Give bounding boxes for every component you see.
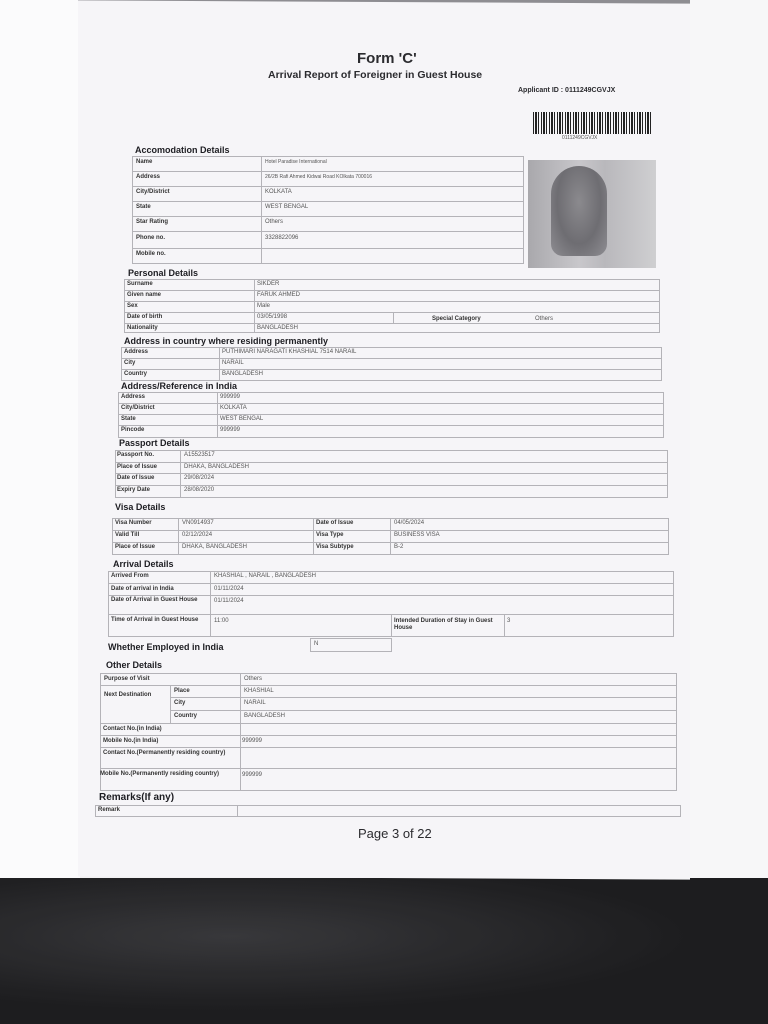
barcode-text: 0111249CGVJX: [562, 135, 598, 141]
visa-type-value: BUSINESS VISA: [394, 532, 440, 538]
place-value: KHASHIAL: [244, 688, 274, 694]
acc-address-label: Address: [136, 174, 161, 180]
background-left: [0, 0, 80, 880]
sex-label: Sex: [127, 303, 138, 309]
next-destination-label: Next Destination: [104, 692, 152, 698]
india-city-label: City/District: [121, 405, 155, 411]
perm-city-value: NARAIL: [222, 360, 244, 366]
visa-valid-label: Valid Till: [115, 532, 140, 538]
employment-label: Whether Employed in India: [108, 642, 224, 652]
given-name-label: Given name: [127, 292, 162, 298]
acc-name-label: Name: [136, 159, 153, 165]
city-value: NARAIL: [244, 700, 266, 706]
perm-country-value: BANGLADESH: [222, 371, 264, 377]
passport-issue-value: 29/08/2024: [184, 475, 215, 481]
barcode: [533, 112, 653, 134]
acc-star-value: Others: [265, 219, 284, 225]
visa-number-value: VN0914937: [182, 520, 214, 526]
applicant-face: [551, 166, 607, 256]
remarks-heading: Remarks(If any): [99, 792, 175, 803]
mobile-perm-value: 999999: [242, 772, 263, 778]
dob-value: 03/05/1998: [257, 314, 288, 320]
acc-state-value: WEST BENGAL: [265, 204, 309, 210]
arrived-from-value: KHASHIAL , NARAIL , BANGLADESH: [214, 573, 316, 579]
employment-box: [310, 638, 392, 652]
visa-valid-value: 02/12/2024: [182, 532, 213, 538]
acc-name-value: Hotel Paradise International: [265, 159, 327, 165]
visa-place-label: Place of Issue: [115, 544, 156, 550]
table-surface: [0, 878, 768, 1024]
acc-phone-label: Phone no.: [136, 235, 165, 241]
dob-label: Date of birth: [127, 314, 163, 320]
india-address-label: Address: [121, 394, 146, 400]
perm-country-label: Country: [124, 371, 147, 377]
surname-label: Surname: [127, 281, 153, 287]
form-title: Form 'C': [357, 50, 417, 67]
visa-place-value: DHAKA, BANGLADESH: [182, 544, 248, 550]
passport-expiry-label: Expiry Date: [117, 487, 151, 493]
contact-india-label: Contact No.(in India): [103, 726, 162, 732]
acc-mobile-label: Mobile no.: [136, 251, 166, 257]
surname-value: SIKDER: [257, 281, 280, 287]
nationality-value: BANGLADESH: [257, 325, 299, 331]
duration-label: Intended Duration of Stay in Guest House: [394, 618, 493, 631]
mobile-india-value: 999999: [242, 738, 263, 744]
mobile-india-label: Mobile No.(in India): [103, 738, 159, 744]
visa-heading: Visa Details: [115, 502, 166, 512]
passport-issue-label: Date of Issue: [117, 475, 155, 481]
perm-address-value: PUTHIMARI NARAGATI KHASHIAL 7514 NARAIL: [222, 349, 357, 355]
special-category-label: Special Category: [432, 316, 481, 322]
perm-address-label: Address: [124, 349, 149, 355]
page-number: Page 3 of 22: [358, 826, 432, 841]
place-label: Place: [174, 688, 190, 694]
permanent-address-table: [121, 347, 662, 381]
india-address-table: [118, 392, 664, 438]
passport-no-value: A15523517: [184, 452, 215, 458]
city-label: City: [174, 700, 186, 706]
india-pincode-value: 999999: [220, 427, 241, 433]
acc-city-value: KOLKATA: [265, 189, 292, 195]
personal-table: [124, 279, 660, 333]
visa-issue-label: Date of Issue: [316, 520, 354, 526]
acc-state-label: State: [136, 204, 151, 210]
arrival-india-label: Date of arrival in India: [111, 586, 174, 592]
accommodation-heading: Accomodation Details: [135, 145, 230, 155]
duration-value: 3: [507, 618, 511, 624]
india-pincode-label: Pincode: [121, 427, 145, 433]
remark-label: Remark: [98, 807, 121, 813]
other-heading: Other Details: [106, 660, 163, 670]
purpose-value: Others: [244, 676, 263, 682]
purpose-label: Purpose of Visit: [104, 676, 150, 682]
passport-heading: Passport Details: [119, 438, 190, 448]
perm-city-label: City: [124, 360, 136, 366]
form-subtitle: Arrival Report of Foreigner in Guest House: [268, 69, 483, 81]
india-address-heading: Address/Reference in India: [121, 381, 238, 391]
passport-no-label: Passport No.: [117, 452, 155, 458]
arrival-india-value: 01/11/2024: [214, 586, 244, 592]
arrival-gh-value: 01/11/2024: [214, 598, 244, 604]
employment-value: N: [314, 641, 319, 647]
acc-phone-value: 3328822096: [265, 235, 299, 241]
arrival-heading: Arrival Details: [113, 559, 174, 569]
visa-type-label: Visa Type: [316, 532, 344, 538]
special-category-value: Others: [535, 316, 554, 322]
visa-subtype-label: Visa Subtype: [316, 544, 354, 550]
country-value: BANGLADESH: [244, 713, 286, 719]
given-name-value: FARUK AHMED: [257, 292, 301, 298]
personal-heading: Personal Details: [128, 268, 199, 278]
acc-city-label: City/District: [136, 189, 170, 195]
contact-perm-label: Contact No.(Permanently residing country): [103, 750, 226, 756]
arrived-from-label: Arrived From: [111, 573, 149, 579]
india-state-label: State: [121, 416, 136, 422]
visa-issue-value: 04/05/2024: [394, 520, 425, 526]
visa-number-label: Visa Number: [115, 520, 152, 526]
time-arrival-label: Time of Arrival in Guest House: [111, 617, 199, 623]
permanent-address-heading: Address in country where residing permanently: [124, 336, 329, 346]
applicant-id: Applicant ID : 0111249CGVJX: [518, 87, 616, 94]
remarks-table: [95, 805, 681, 817]
mobile-perm-label: Mobile No.(Permanently residing country): [100, 771, 220, 777]
passport-place-value: DHAKA, BANGLADESH: [184, 464, 250, 470]
visa-subtype-value: B-2: [394, 544, 404, 550]
acc-address-value: 26/2B Rafi Ahmed Kidwai Road KOlkata 700016: [265, 174, 373, 180]
background-right: [688, 0, 768, 880]
time-arrival-value: 11:00: [214, 618, 229, 624]
acc-star-label: Star Rating: [136, 219, 169, 225]
passport-place-label: Place of Issue: [117, 464, 158, 470]
nationality-label: Nationality: [127, 325, 158, 331]
india-city-value: KOLKATA: [220, 405, 247, 411]
country-label: Country: [174, 713, 197, 719]
india-state-value: WEST BENGAL: [220, 416, 264, 422]
arrival-gh-label: Date of Arrival in Guest House: [111, 597, 198, 603]
sex-value: Male: [257, 303, 271, 309]
india-address-value: 999999: [220, 394, 241, 400]
passport-expiry-value: 28/08/2020: [184, 487, 215, 493]
